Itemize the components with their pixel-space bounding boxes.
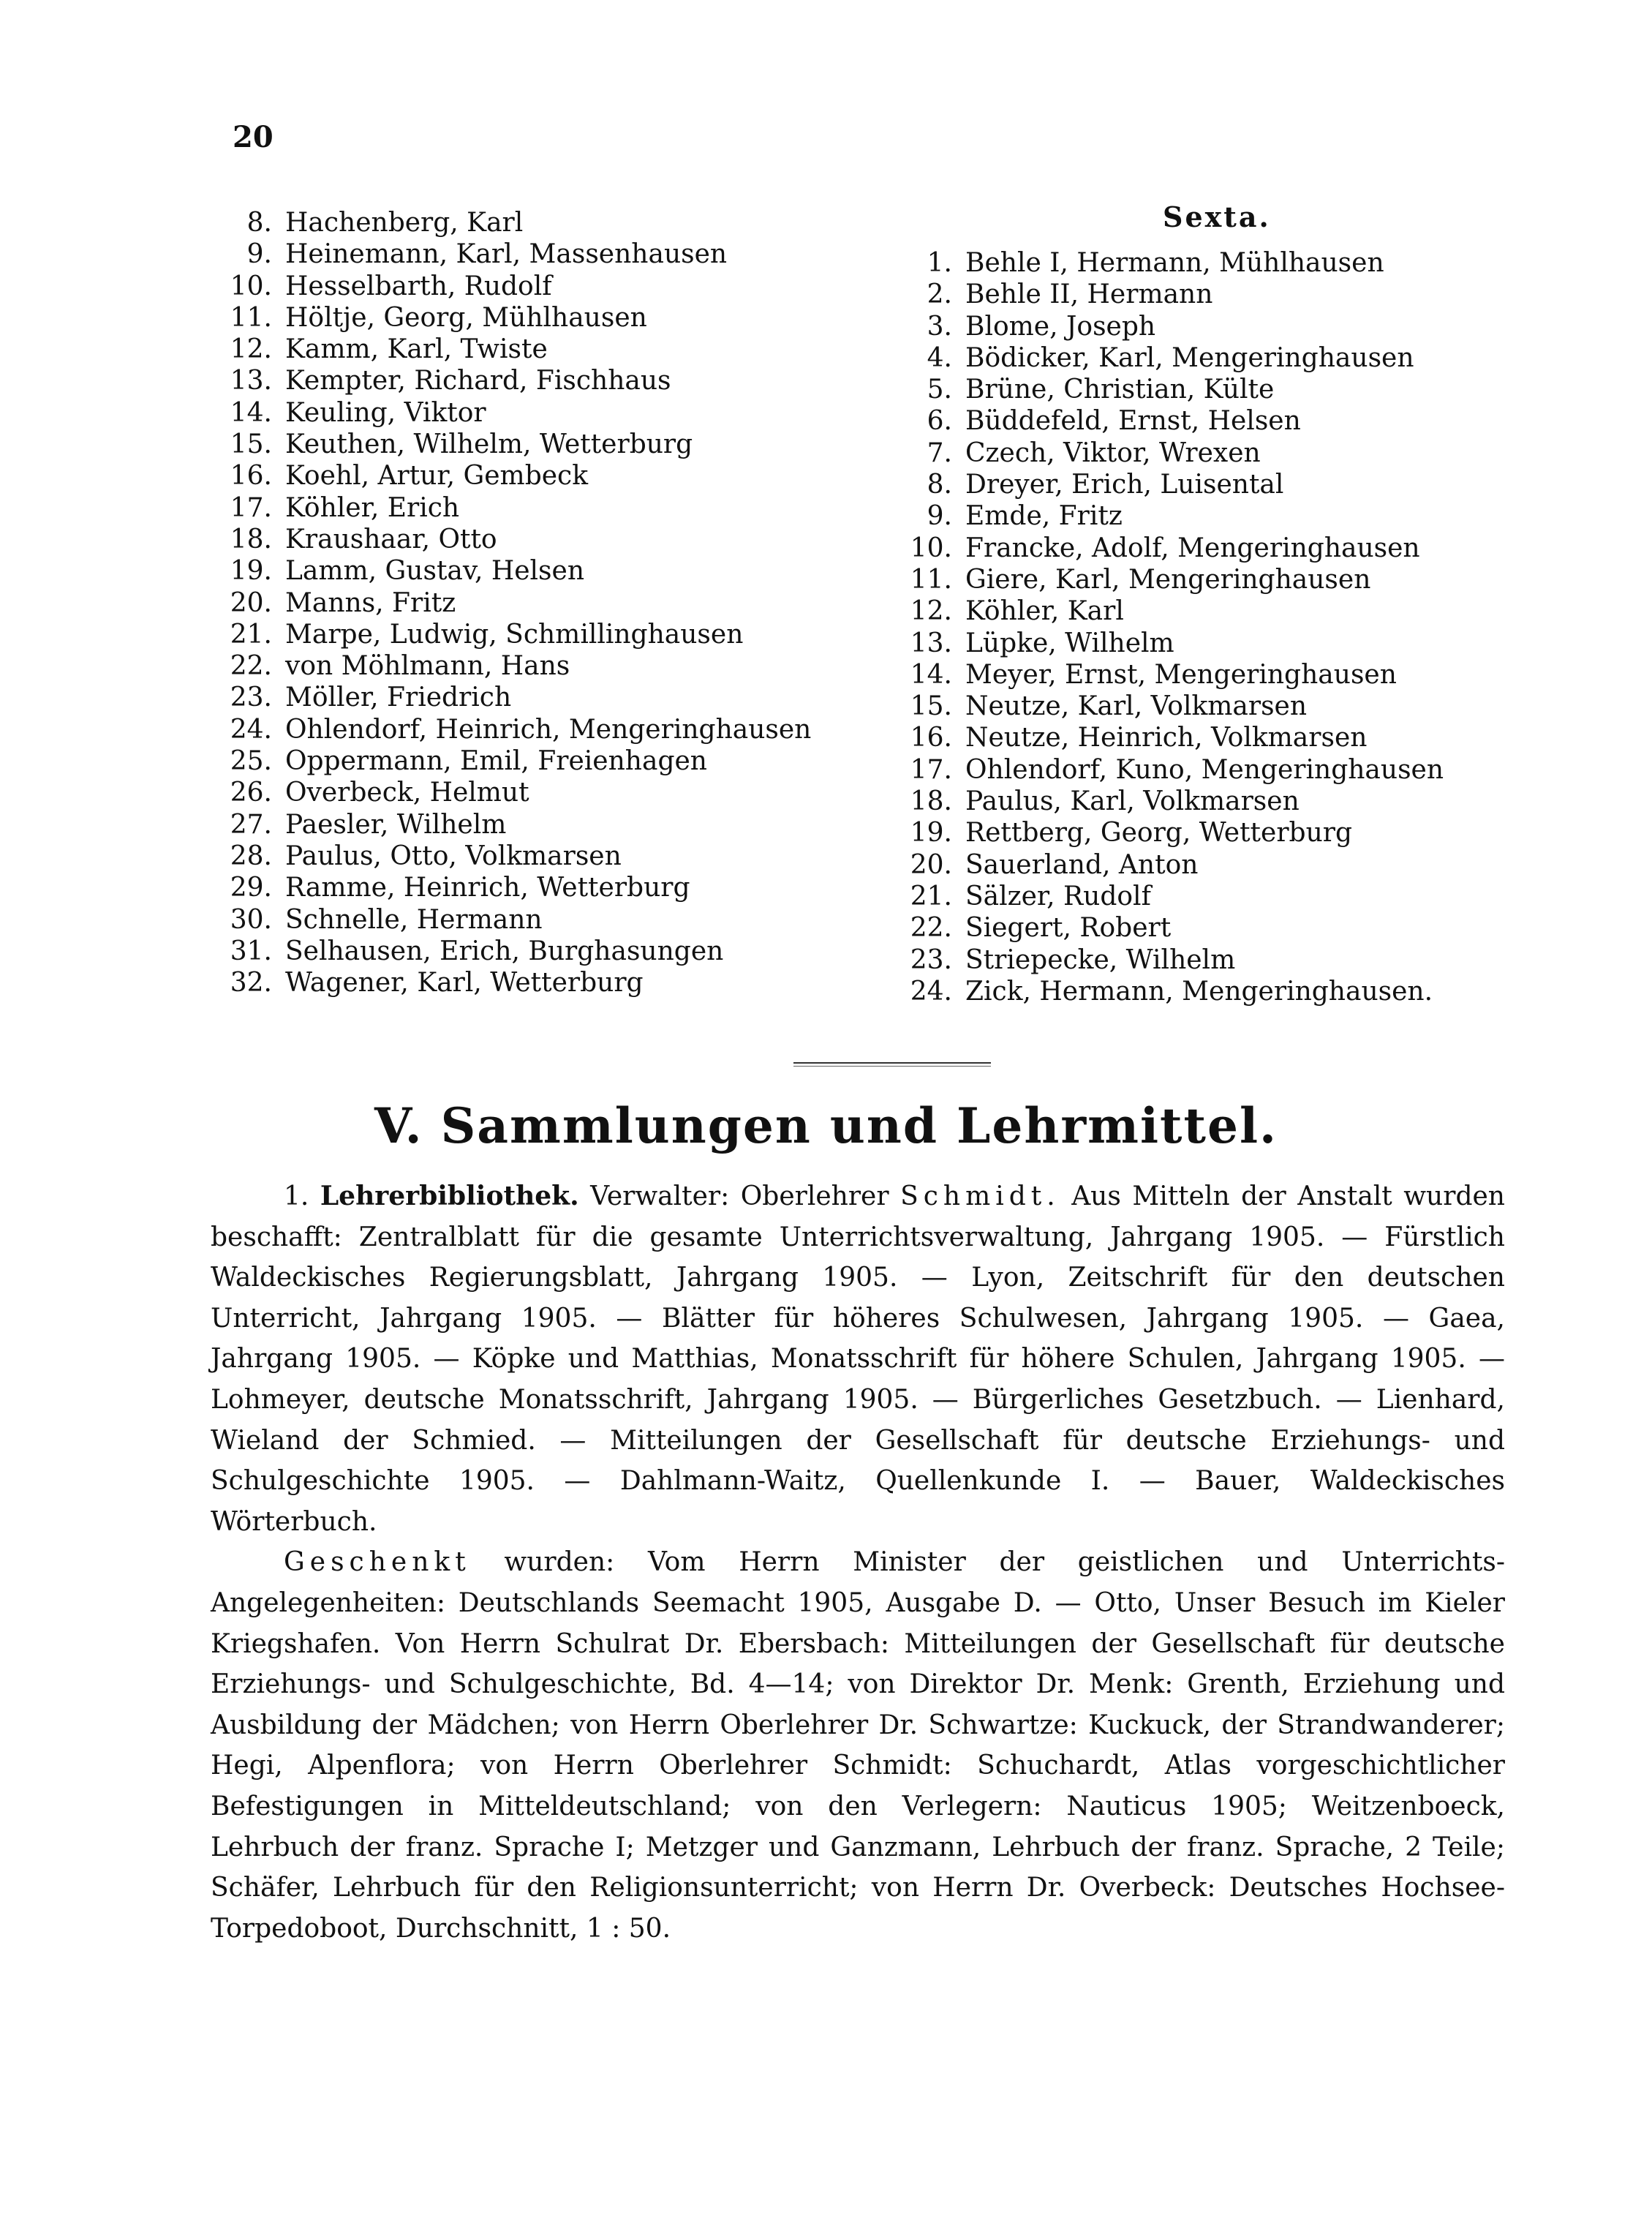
entry-number: 2. (927, 279, 952, 310)
entry-name: Siegert, Robert (965, 913, 1172, 944)
entry-number: 4. (927, 342, 952, 373)
entry-number: 27. (230, 809, 272, 840)
entry-number: 32. (230, 968, 272, 999)
list-item (899, 976, 1444, 1007)
list-item (899, 564, 1444, 595)
entry-number: 15. (910, 691, 952, 722)
section-divider (793, 1062, 991, 1064)
list-item (219, 397, 811, 429)
entry-name: Brüne, Christian, Külte (965, 375, 1275, 405)
entry-name: Lüpke, Wilhelm (965, 628, 1174, 658)
entry-number: 23. (910, 944, 952, 975)
entry-name: Sauerland, Anton (965, 849, 1199, 880)
entry-name: Francke, Adolf, Mengeringhausen (965, 533, 1420, 563)
list-item (899, 786, 1444, 817)
entry-number: 3. (927, 311, 952, 342)
list-item (899, 628, 1444, 659)
list-item (899, 691, 1444, 722)
entry-number: 18. (230, 524, 272, 554)
entry-name: Rettberg, Georg, Wetterburg (965, 818, 1353, 849)
entry-number: 22. (230, 651, 272, 682)
list-item (219, 841, 811, 872)
entry-name: Möller, Friedrich (285, 683, 512, 713)
right-list (899, 247, 1444, 1007)
entry-name: Keuthen, Wilhelm, Wetterburg (285, 429, 693, 460)
entry-name: Paulus, Otto, Volkmarsen (285, 841, 622, 871)
administrator-name: Schmidt. (900, 1181, 1060, 1211)
list-item (899, 722, 1444, 753)
list-item (219, 809, 811, 841)
entry-name: Schnelle, Hermann (285, 904, 543, 935)
entry-name: Selhausen, Erich, Burghasungen (285, 936, 724, 966)
student-list-sexta (899, 187, 1444, 1007)
entry-number: 10. (910, 533, 952, 563)
entry-number: 21. (230, 619, 272, 650)
entry-name: Dreyer, Erich, Luisental (965, 470, 1284, 500)
entry-number: 29. (230, 873, 272, 903)
entry-name: Sälzer, Rudolf (965, 881, 1151, 911)
entry-name: Büddefeld, Ernst, Helsen (965, 406, 1301, 437)
entry-name: Lamm, Gustav, Helsen (285, 556, 585, 587)
list-item (899, 912, 1444, 944)
list-item (219, 271, 811, 302)
section-title: Sammlungen und Lehrmittel. (440, 1097, 1278, 1154)
entry-name: Neutze, Heinrich, Volkmarsen (965, 723, 1368, 753)
entry-number: 8. (927, 470, 952, 500)
entry-name: Overbeck, Helmut (285, 778, 529, 808)
entry-name: Ohlendorf, Heinrich, Mengeringhausen (285, 714, 812, 745)
administrator-label: Verwalter: Oberlehrer (590, 1181, 889, 1211)
entry-number: 31. (230, 936, 272, 966)
entry-number: 8. (246, 208, 272, 238)
entry-name: Blome, Joseph (965, 311, 1156, 342)
entry-number: 30. (230, 904, 272, 935)
entry-number: 20. (910, 849, 952, 880)
entry-number: 11. (910, 564, 952, 595)
entry-number: 19. (230, 556, 272, 587)
list-item (899, 247, 1444, 279)
paragraph-donations (211, 1542, 1505, 1949)
entry-number: 17. (910, 754, 952, 785)
entry-name: Höltje, Georg, Mühlhausen (285, 302, 647, 333)
list-item (899, 533, 1444, 564)
page-number: 20 (233, 120, 274, 154)
student-list-left (219, 187, 811, 999)
entry-number: 24. (230, 714, 272, 745)
entry-number: 16. (910, 723, 952, 753)
entry-name: Paulus, Karl, Volkmarsen (965, 786, 1300, 817)
list-item (219, 365, 811, 396)
list-item (219, 619, 811, 650)
list-item (899, 469, 1444, 500)
list-item (219, 682, 811, 713)
entry-name: Heinemann, Karl, Massenhausen (285, 239, 728, 270)
list-item (899, 944, 1444, 976)
entry-number: 10. (230, 271, 272, 301)
entry-number: 9. (246, 239, 272, 270)
list-item (219, 745, 811, 777)
entry-name: Marpe, Ludwig, Schmillinghausen (285, 619, 744, 650)
list-item (899, 279, 1444, 310)
subsection-heading: Lehrerbibliothek. (320, 1181, 579, 1211)
list-item (219, 524, 811, 555)
entry-number: 24. (910, 976, 952, 1007)
list-item (219, 207, 811, 238)
item-number: 1. (284, 1181, 309, 1211)
entry-name: Kamm, Karl, Twiste (285, 334, 548, 365)
entry-number: 5. (927, 375, 952, 405)
list-item (219, 650, 811, 682)
list-item (899, 311, 1444, 342)
entry-number: 19. (910, 818, 952, 849)
entry-number: 20. (230, 587, 272, 618)
list-item (899, 405, 1444, 437)
list-item (219, 904, 811, 936)
list-item (219, 460, 811, 492)
list-item (899, 595, 1444, 627)
entry-name: Hesselbarth, Rudolf (285, 271, 552, 301)
list-item (899, 659, 1444, 691)
entry-number: 12. (230, 334, 272, 365)
entry-name: Wagener, Karl, Wetterburg (285, 968, 644, 999)
list-item (219, 872, 811, 903)
left-list (219, 207, 811, 999)
list-item (219, 555, 811, 587)
entry-name: Czech, Viktor, Wrexen (965, 437, 1261, 468)
entry-name: Behle II, Hermann (965, 279, 1213, 310)
entry-name: Ohlendorf, Kuno, Mengeringhausen (965, 754, 1444, 785)
entry-name: Striepecke, Wilhelm (965, 944, 1236, 975)
entry-number: 15. (230, 429, 272, 460)
list-item (219, 967, 811, 999)
entry-name: von Möhlmann, Hans (285, 651, 570, 682)
entry-name: Kraushaar, Otto (285, 524, 497, 554)
list-item (899, 754, 1444, 786)
entry-name: Emde, Fritz (965, 501, 1123, 532)
entry-number: 11. (230, 302, 272, 333)
entry-name: Oppermann, Emil, Freienhagen (285, 746, 707, 777)
entry-name: Köhler, Erich (285, 492, 460, 523)
entry-name: Manns, Fritz (285, 587, 456, 618)
list-item (219, 714, 811, 745)
entry-number: 6. (927, 406, 952, 437)
entry-name: Koehl, Artur, Gembeck (285, 461, 589, 492)
list-item (899, 849, 1444, 881)
list-item (899, 437, 1444, 469)
list-item (899, 500, 1444, 532)
entry-number: 13. (230, 366, 272, 396)
entry-number: 14. (910, 659, 952, 690)
entry-name: Paesler, Wilhelm (285, 809, 507, 840)
entry-number: 14. (230, 397, 272, 428)
entry-name: Behle I, Hermann, Mühlhausen (965, 248, 1384, 278)
list-item (219, 429, 811, 460)
entry-name: Hachenberg, Karl (285, 208, 524, 238)
list-item (899, 881, 1444, 912)
entry-number: 25. (230, 746, 272, 777)
entry-name: Köhler, Karl (965, 596, 1124, 627)
list-item (899, 374, 1444, 405)
donations-label: Geschenkt (284, 1547, 471, 1578)
entry-name: Giere, Karl, Mengeringhausen (965, 564, 1371, 595)
entry-number: 22. (910, 913, 952, 944)
section-heading (0, 1097, 1652, 1154)
list-item (219, 302, 811, 334)
entry-number: 13. (910, 628, 952, 658)
paragraph-text: wurden: Vom Herrn Minister der geistlichen und Unterrichts-Angelegenheiten: Deutschlands Seemacht 1905, Ausgabe D. — Otto, Unser Besuch im Kieler Kriegshafen. Von Herrn Schulrat Dr. Ebersbach: Mitteilungen der Gesellschaft für deutsche Erziehungs- und Schulgeschichte, Bd. 4—14; von Direktor Dr. Menk: Grenth, Erziehung und Ausbildung der Mädchen; von Herrn Oberlehrer Dr. Schwartze: Kuckuck, der Strandwanderer; Hegi, Alpenflora; von Herrn Oberlehrer Schmidt: Schuchardt, Atlas vorgeschichtlicher Befestigungen in Mitteldeutschland; von den Verlegern: Nauticus 1905; Weitzenboeck, Lehrbuch der franz. Sprache I; Metzger und Ganzmann, Lehrbuch der franz. Sprache, 2 Teile; Schäfer, Lehrbuch für den Religionsunterricht; von Herrn Dr. Overbeck: Deutsches Hochsee-Torpedoboot, Durchschnitt, 1 : 50. (211, 1547, 1505, 1944)
list-item (219, 777, 811, 808)
entry-number: 12. (910, 596, 952, 627)
entry-name: Zick, Hermann, Mengeringhausen. (965, 976, 1433, 1007)
section-body (211, 1176, 1505, 1949)
entry-number: 17. (230, 492, 272, 523)
entry-name: Kempter, Richard, Fischhaus (285, 366, 671, 396)
entry-number: 9. (927, 501, 952, 532)
entry-number: 1. (927, 248, 952, 278)
entry-number: 23. (230, 683, 272, 713)
list-item (219, 587, 811, 619)
entry-name: Neutze, Karl, Volkmarsen (965, 691, 1308, 722)
list-item (219, 492, 811, 524)
paragraph-teacher-library (211, 1176, 1505, 1542)
paragraph-text: Aus Mitteln der Anstalt wurden beschafft: Zentralblatt für die gesamte Unterrichtsverwaltung, Jahrgang 1905. — Fürstlich Waldeckisches Regierungsblatt, Jahrgang 1905. — Lyon, Zeitschrift für den deutschen Unterricht, Jahrgang 1905. — Blätter für höheres Schulwesen, Jahrgang 1905. — Gaea, Jahrgang 1905. — Köpke und Matthias, Monatsschrift für höhere Schulen, Jahrgang 1905. — Lohmeyer, deutsche Monatsschrift, Jahrgang 1905. — Bürgerliches Gesetzbuch. — Lienhard, Wieland der Schmied. — Mitteilungen der Gesellschaft für deutsche Erziehungs- und Schulgeschichte 1905. — Dahlmann-Waitz, Quellenkunde I. — Bauer, Waldeckisches Wörterbuch. (211, 1181, 1505, 1537)
entry-name: Meyer, Ernst, Mengeringhausen (965, 659, 1397, 690)
list-item (219, 334, 811, 365)
entry-number: 18. (910, 786, 952, 817)
entry-number: 26. (230, 778, 272, 808)
entry-name: Ramme, Heinrich, Wetterburg (285, 873, 690, 903)
list-item (899, 342, 1444, 374)
list-item (899, 817, 1444, 849)
entry-number: 28. (230, 841, 272, 871)
entry-name: Bödicker, Karl, Mengeringhausen (965, 342, 1414, 373)
entry-name: Keuling, Viktor (285, 397, 486, 428)
class-heading: Sexta. (1163, 200, 1271, 233)
section-number: V. (374, 1097, 423, 1154)
entry-number: 7. (927, 437, 952, 468)
list-item (219, 238, 811, 270)
entry-number: 21. (910, 881, 952, 911)
entry-number: 16. (230, 461, 272, 492)
list-item (219, 936, 811, 967)
